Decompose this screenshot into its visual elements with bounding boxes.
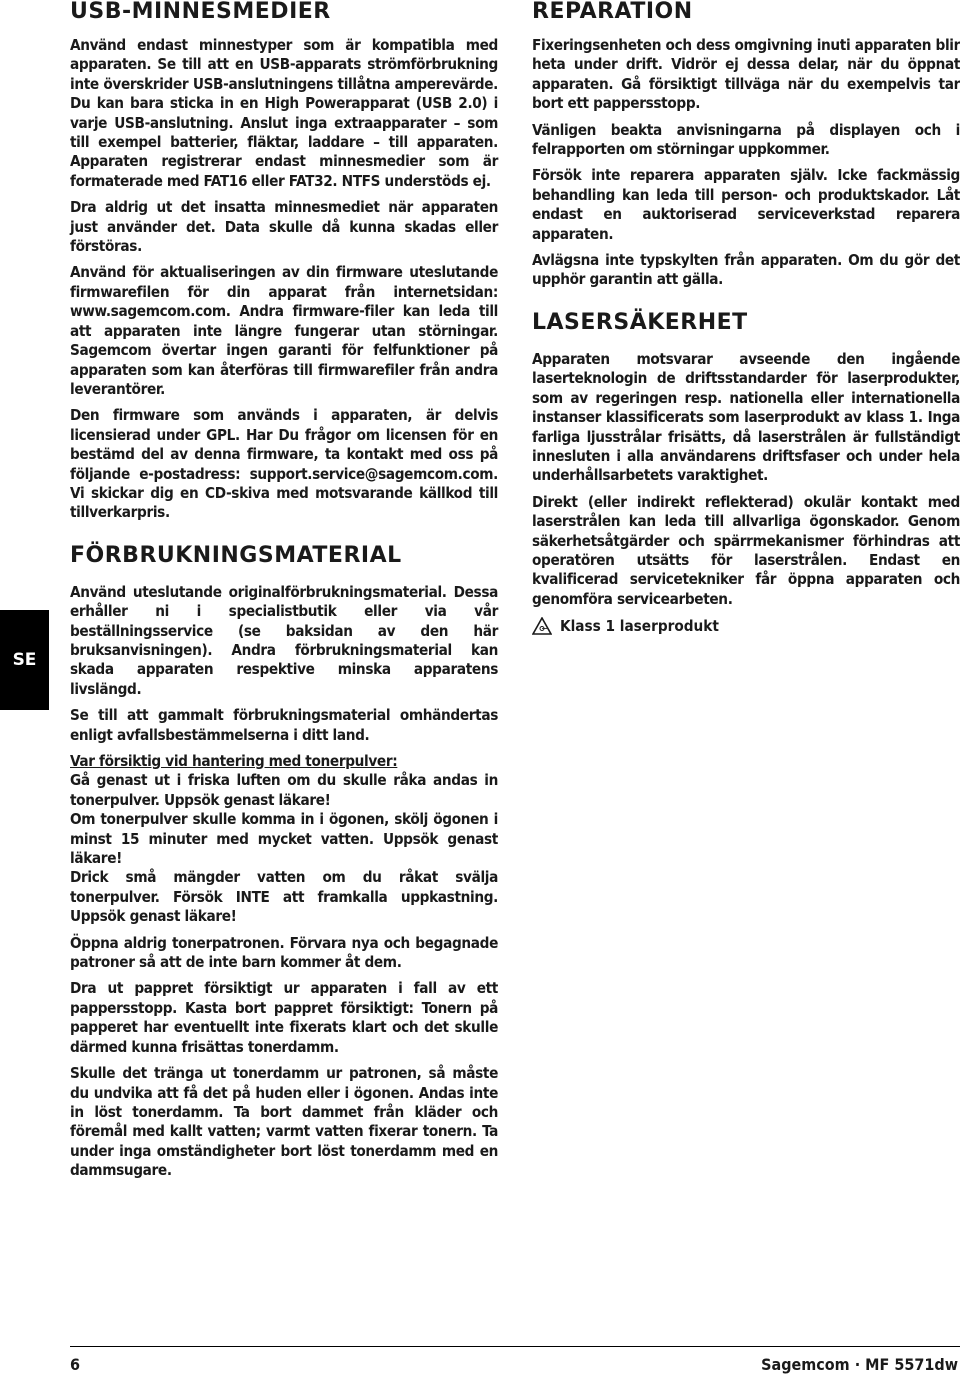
toner-warning-line-1: Gå genast ut i friska luften om du skulle råka andas in tonerpulver. Uppsök genast läkare! [70,771,498,809]
repair-heading: REPARATION [532,0,693,24]
consumables-paragraph-5: Skulle det tränga ut tonerdamm ur patronen, så måste du undvika att få det på huden eller i ögonen. Andas inte in löst tonerdamm. Ta bort dammet från kläder och föremål med kallt vatten; varmt vatten fixerar tonern. Ta under inga omständigheter bort löst tonerdamm med en dammsugare. [70,1064,498,1180]
consumables-paragraph-2: Se till att gammalt förbrukningsmaterial omhändertas enligt avfallsbestämmelserna i ditt land. [70,706,498,744]
left-column [70,0,498,1181]
toner-warning-line-2: Om tonerpulver skulle komma in i ögonen, skölj ögonen i minst 15 minuter med mycket vatten. Uppsök genast läkare! [70,810,498,868]
usb-paragraph-2: Dra aldrig ut det insatta minnesmediet när apparaten just använder det. Data skulle då kunna skadas eller förstöras. [70,198,498,256]
laser-safety-heading: LASERSÄKERHET [532,309,748,335]
usb-paragraph-3: Använd för aktualiseringen av din firmware uteslutande firmwarefilen för din apparat från internetsidan: www.sagemcom.com. Andra firmware-filer kan leda till att apparaten inte längre fungerar utan störningar. Sagemcom övertar ingen garanti för felfunktioner på apparaten som kan återföras till firmwarefiler från andra leverantörer. [70,263,498,398]
consumables-heading: FÖRBRUKNINGSMATERIAL [70,542,402,568]
laser-paragraph-2: Direkt (eller indirekt reflekterad) okulär kontakt med laserstrålen kan leda till allvarliga ögonskador. Genom säkerhetsåtgärder och spärrmekanismer förhindras att operatören utsätts för laserstrålen. Endast en kvalificerad servicetekniker får öppna apparaten och genomföra servicearbeten. [532,492,960,608]
repair-paragraph-4: Avlägsna inte typskylten från apparaten. Om du gör det upphör garantin att gälla. [532,251,960,289]
repair-paragraph-3: Försök inte reparera apparaten själv. Icke fackmässig behandling kan leda till person- och produktskador. Låt endast en auktoriserad serviceverkstad reparera apparaten. [532,166,960,243]
consumables-paragraph-4: Dra ut pappret försiktigt ur apparaten i fall av ett pappersstopp. Kasta bort pappret försiktigt: Tonern på papperet har eventuellt inte fixerats klart och det skulle därmed kunna frisättas tonerdamm. [70,979,498,1056]
laser-class-row [532,617,960,635]
consumables-paragraph-1: Använd uteslutande originalförbrukningsmaterial. Dessa erhåller ni i specialistbutik eller via vår beställningsservice (se baksidan av den här bruksanvisningen). Andra förbrukningsmaterial kan skada apparaten respektive minska apparatens livslängd. [70,582,498,698]
laser-class-label: Klass 1 laserprodukt [560,617,719,636]
right-column [532,0,960,635]
footer-divider [70,1346,960,1347]
toner-warning-title: Var försiktig vid hantering med tonerpulver: [70,752,398,770]
language-tab: SE [0,610,49,710]
usb-heading: USB-MINNESMEDIER [70,0,331,24]
consumables-paragraph-3: Öppna aldrig tonerpatronen. Förvara nya och begagnade patroner så att de inte barn kommer åt dem. [70,933,498,972]
laser-paragraph-1: Apparaten motsvarar avseende den ingående laserteknologin de driftsstandarder för laserprodukter, som av regeringen resp. nationella eller internationella instanser klassificerats som laserprodukt av klass 1. Inga farliga ljusstrålar frisätts, då laserstrålen är fullständigt innesluten i alla användarens driftsfaser och under hela underhållsarbetets varaktighet. [532,349,960,485]
footer-brand: Sagemcom · MF 5571dw [761,1355,958,1374]
toner-warning-line-3: Drick små mängder vatten om du råkat svälja tonerpulver. Försök INTE att framkalla uppkastning. Uppsök genast läkare! [70,868,498,926]
page-number: 6 [70,1355,81,1374]
laser-warning-icon [532,617,552,635]
usb-paragraph-1: Använd endast minnestyper som är kompatibla med apparaten. Se till att en USB-apparats strömförbrukning inte överskrider USB-anslutningens tillåtna amperevärde. Du kan bara sticka in en High Powerapparat (USB 2.0) i varje USB-anslutning. Anslut inga extraapparater – som till exempel batterier, fläktar, laddare – till apparaten. Apparaten registrerar endast minnesmedier som är formaterade med FAT16 eller FAT32. NTFS understöds ej. [70,36,498,190]
repair-paragraph-2: Vänligen beakta anvisningarna på displayen och i felrapporten om störningar uppkommer. [532,120,960,159]
repair-paragraph-1: Fixeringsenheten och dess omgivning inuti apparaten blir heta under drift. Vidrör ej dessa delar, när du öppnat apparaten. Gå försiktigt tillväga när du exempelvis tar bort ett pappersstopp. [532,36,960,113]
usb-paragraph-4: Den firmware som används i apparaten, är delvis licensierad under GPL. Har Du frågor om licensen för en bestämd del av denna firmware, ta kontakt med oss på följande e-postadress: support.service@sagemcom.com. Vi skickar dig en CD-skiva med motsvarande källkod till tillverkarpris. [70,406,498,522]
